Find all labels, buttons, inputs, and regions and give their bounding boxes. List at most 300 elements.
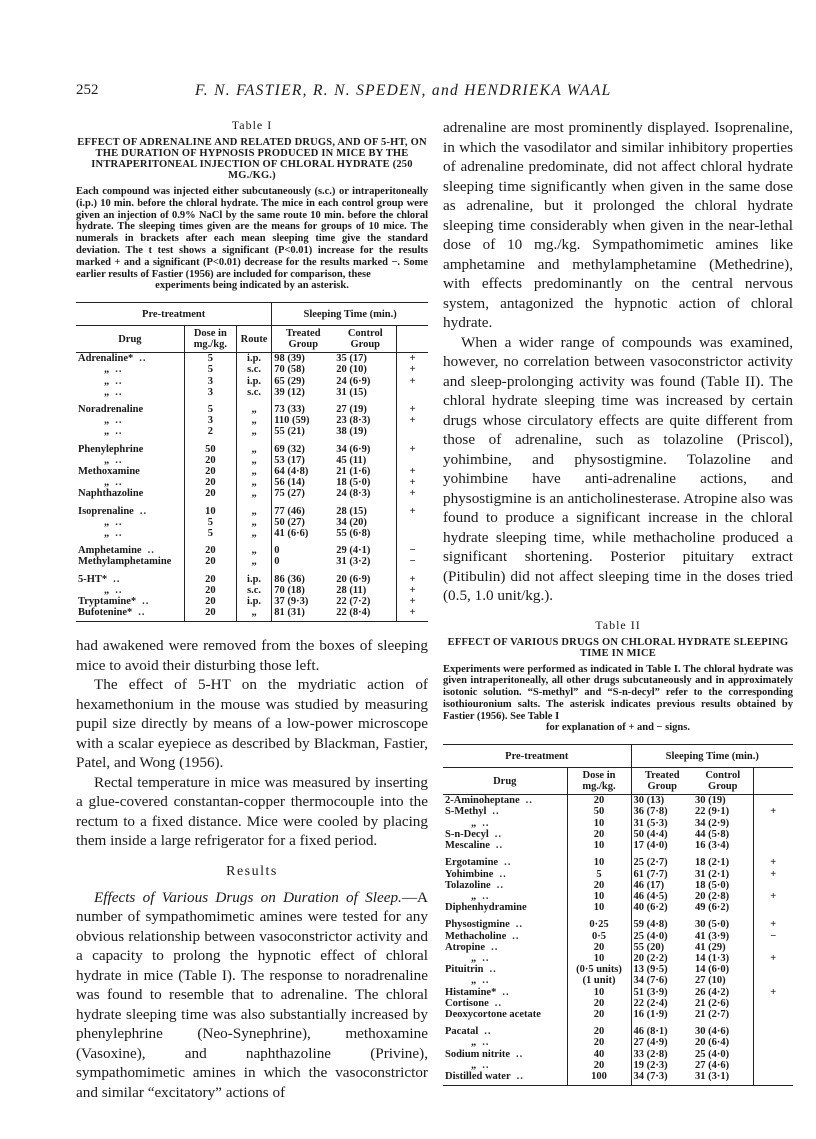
treated-cell: 34 (7·3) <box>631 1071 693 1086</box>
drug-cell <box>76 556 184 567</box>
drug-name: Deoxycortone acetate <box>445 1008 541 1020</box>
left-paragraph-4-text: —A number of sympathomimetic amines were tested for any obvious relationship between vasoconstrictor activity and a capacity to prolong the hypnotic effect of chloral hydrate in mice (Table I). The response to noradrenaline was found to resemble that to adrenaline. The chloral hydrate sleeping time was also substantially increased by phenylephrine (Neo-Synephrine), methoxamine (Vasoxine), and naphthazoline (Privine), sympathomimetic amines in which the vasoconstrictor and similar “excitatory” actions of <box>76 888 428 1101</box>
table-row <box>443 913 793 930</box>
drug-name: Ergotamine <box>445 857 499 869</box>
treated-cell: 30 (13) <box>633 795 665 807</box>
significance-cell: + <box>770 857 777 869</box>
dose-cell: 10 <box>184 500 236 517</box>
drug-name: Tryptamine* <box>78 596 137 608</box>
left-paragraph-3: Rectal temperature in mice was measured by inserting a glue-covered constantan-copper thermocouple into the rectum to a fixed distance. Mice were cooled by placing them inside a large refrigerator for a fixed period. <box>76 773 428 850</box>
treated-cell: 65 (29) <box>274 375 305 387</box>
table-row <box>76 426 428 437</box>
drug-name: „ <box>104 364 110 376</box>
leader-dots: .. <box>502 986 510 998</box>
table2-header-dose: Dose in mg./kg. <box>567 768 631 795</box>
control-cell: 27 (10) <box>693 975 753 986</box>
treated-cell: 34 (7·6) <box>633 975 668 987</box>
significance-cell: + <box>409 466 416 477</box>
leader-dots: .. <box>115 454 123 466</box>
drug-name: Isoprenaline <box>78 505 134 517</box>
drug-cell <box>443 829 567 840</box>
drug-cell <box>443 1009 567 1020</box>
table-row <box>443 806 793 817</box>
table-row <box>443 998 793 1009</box>
control-cell: 25 (4·0) <box>693 1049 753 1060</box>
route-cell: i.p. <box>236 568 271 585</box>
control-cell: 38 (19) <box>334 426 396 437</box>
dose-cell: 20 <box>184 585 236 596</box>
significance-cell <box>753 975 793 986</box>
treated-cell: 17 (4·0) <box>633 840 668 852</box>
control-cell: 24 (8·3) <box>334 488 396 499</box>
table2-header-control: Control Group <box>693 768 753 795</box>
drug-cell <box>443 953 567 964</box>
drug-cell <box>443 1020 567 1037</box>
dose-cell: 20 <box>567 880 631 891</box>
treated-cell: 86 (36) <box>274 573 305 585</box>
treated-cell: 40 (6·2) <box>633 902 668 914</box>
drug-cell <box>443 1071 567 1086</box>
table1-header-dose: Dose in mg./kg. <box>184 326 236 353</box>
drug-name: Tolazoline <box>445 879 491 891</box>
dose-cell: 5 <box>184 398 236 415</box>
table-row <box>76 415 428 426</box>
control-cell: 44 (5·8) <box>693 829 753 840</box>
treated-cell: 37 (9·3) <box>274 596 309 608</box>
dose-cell: 40 <box>567 1049 631 1060</box>
dose-cell: 5 <box>184 517 236 528</box>
page-number: 252 <box>76 82 99 98</box>
leader-dots: .. <box>115 516 123 528</box>
table-row <box>76 607 428 622</box>
table1-note-text: Each compound was injected either subcutaneously (s.c.) or intraperitoneally (i.p.) 10 min. before the chloral hydrate. The mice in each control group were given an injection of 0.9% NaCl by the same route 10 min. before the chloral hydrate. The sleeping times given are the means for groups of 10 mice. The numerals in brackets after each mean sleeping time give the standard deviation. The t test shows a significant (P<0.01) increase for the results marked + and a significant (P<0.01) decrease for the results marked −. Some earlier results of Fastier (1956) are included for comparison, these <box>76 186 428 280</box>
table1-header-route: Route <box>236 326 271 353</box>
control-cell: 20 (2·8) <box>693 891 753 902</box>
route-cell: „ <box>236 438 271 455</box>
table-row <box>443 840 793 851</box>
route-cell: „ <box>236 607 271 622</box>
significance-cell <box>753 795 793 807</box>
dose-cell: 10 <box>567 987 631 998</box>
drug-cell <box>443 1060 567 1071</box>
route-cell: „ <box>236 398 271 415</box>
table-row <box>443 1049 793 1060</box>
drug-name: Mescaline <box>445 840 490 852</box>
drug-name: Methacholine <box>445 930 507 942</box>
treated-cell: 25 (4·0) <box>633 930 668 942</box>
route-cell: „ <box>236 426 271 437</box>
table1-header-sleeping: Sleeping Time (min.) <box>272 303 428 326</box>
drug-cell <box>76 387 184 398</box>
leader-dots: .. <box>489 964 497 976</box>
control-cell: 22 (8·4) <box>334 607 396 622</box>
significance-cell: + <box>409 477 416 489</box>
treated-cell: 19 (2·3) <box>633 1059 668 1071</box>
right-paragraph-2: When a wider range of compounds was examined, however, no correlation between vasoconstrictor activity and sleep-prolonging activity was found (Table II). The chloral hydrate sleeping time was increased by certain drugs whose circulatory effects are quite different from those of adrenaline, such as tolazoline (Priscol), yohimbine, and physostigmine. Tolazoline and yohimbine have anti-adrenaline actions, and physostigmine is an anticholinesterase. Atropine also was found to produce a significant increase in the chloral hydrate sleeping time, while methacholine produced a significant shortening. Posterior pituitary extract (Pitibulin) did not affect sleeping time in the doses tried (0.5, 1.0 unit/kg.). <box>443 333 793 604</box>
control-cell: 26 (4·2) <box>693 987 753 998</box>
table-row <box>76 438 428 455</box>
table-row <box>443 1020 793 1037</box>
table2-caption: EFFECT OF VARIOUS DRUGS ON CHLORAL HYDRATE SLEEPING TIME IN MICE <box>447 636 789 659</box>
table1-note-last: experiments being indicated by an asterisk. <box>155 280 349 292</box>
significance-cell: − <box>409 556 416 568</box>
drug-cell <box>76 596 184 607</box>
treated-cell: 39 (12) <box>274 386 305 398</box>
control-cell: 27 (4·6) <box>693 1060 753 1071</box>
control-cell: 35 (17) <box>334 353 396 365</box>
dose-cell: 10 <box>567 902 631 913</box>
treated-cell: 81 (31) <box>272 607 334 622</box>
drug-cell <box>443 1037 567 1048</box>
dose-cell: 20 <box>184 556 236 567</box>
table1-note <box>76 186 428 292</box>
significance-cell <box>753 880 793 891</box>
treated-cell: 13 (9·5) <box>633 964 668 976</box>
dose-cell: 20 <box>184 488 236 499</box>
drug-cell <box>76 398 184 415</box>
table-row <box>76 376 428 387</box>
control-cell: 31 (3·1) <box>693 1071 753 1086</box>
drug-cell <box>443 913 567 930</box>
drug-name: Pituitrin <box>445 964 484 976</box>
control-cell: 18 (5·0) <box>334 477 396 488</box>
treated-cell: 53 (17) <box>274 454 305 466</box>
treated-cell: 46 (17) <box>633 879 665 891</box>
control-cell: 18 (5·0) <box>693 880 753 891</box>
treated-cell: 56 (14) <box>274 477 305 489</box>
table-row <box>76 488 428 499</box>
leader-dots: .. <box>115 415 123 427</box>
control-cell: 21 (2·7) <box>693 1009 753 1020</box>
table-row <box>76 585 428 596</box>
treated-cell: 0 <box>274 556 280 568</box>
drug-cell <box>443 880 567 891</box>
table1-caption: EFFECT OF ADRENALINE AND RELATED DRUGS, AND OF 5-HT, ON THE DURATION OF HYPNOSIS PRODUCED IN MICE BY THE INTRAPERITONEAL INJECTION OF CHLORAL HYDRATE (250 MG./KG.) <box>77 137 427 181</box>
drug-name: „ <box>104 415 110 427</box>
control-cell: 30 (5·0) <box>693 913 753 930</box>
control-cell: 18 (2·1) <box>693 851 753 868</box>
drug-name: „ <box>471 1059 477 1071</box>
drug-name: 2-Aminoheptane <box>445 795 520 807</box>
drug-cell <box>76 585 184 596</box>
drug-cell <box>443 931 567 942</box>
significance-cell: + <box>409 505 416 517</box>
drug-name: „ <box>104 528 110 540</box>
drug-name: Histamine* <box>445 986 497 998</box>
right-paragraph-1: adrenaline are most prominently displayed. Isoprenaline, in which the vasodilator and similar inhibitory properties of adrenaline predominate, did not affect chloral hydrate sleeping time significantly when given in the same dose as adrenaline, but it prolonged the chloral hydrate sleeping time considerably when given in the near-lethal dose of 10 mg./kg. Sympathomimetic amines like amphetamine and methylamphetamine (Methedrine), with effects predominantly on the central nervous system, antagonized the hypnotic action of chloral hydrate. <box>443 119 793 331</box>
leader-dots: .. <box>482 975 490 987</box>
treated-cell: 36 (7·8) <box>633 806 668 818</box>
leader-dots: .. <box>516 1070 524 1082</box>
leader-dots: .. <box>495 840 504 852</box>
drug-cell <box>443 987 567 998</box>
treated-cell: 69 (32) <box>274 443 305 455</box>
drug-cell <box>76 466 184 477</box>
control-cell: 34 (20) <box>334 517 396 528</box>
dose-cell: 20 <box>184 466 236 477</box>
leader-dots: .. <box>482 1059 490 1071</box>
dose-cell: 10 <box>567 818 631 829</box>
route-cell: „ <box>236 455 271 466</box>
table-row <box>443 942 793 953</box>
leader-dots: .. <box>482 817 490 829</box>
significance-cell: + <box>409 443 416 455</box>
significance-cell: + <box>770 890 777 902</box>
control-cell: 16 (3·4) <box>693 840 753 851</box>
drug-cell <box>443 851 567 868</box>
table2-header-sig <box>753 768 793 795</box>
leader-dots: .. <box>492 806 500 818</box>
route-cell: i.p. <box>236 376 271 387</box>
drug-name: Methylamphetamine <box>78 556 172 568</box>
leader-dots: .. <box>115 386 123 398</box>
drug-cell <box>76 364 184 375</box>
control-cell: 27 (19) <box>334 398 396 415</box>
table2-note-text: Experiments were performed as indicated in Table I. The chloral hydrate was given intraperitoneally, all other drugs subcutaneously and in approximately isotonic solution. “S-methyl” and “S-n-decyl” refer to the corresponding isothiouronium salts. The asterisk indicates previous results obtained by Fastier (1956). See Table I <box>443 663 793 722</box>
significance-cell <box>753 998 793 1009</box>
control-cell: 34 (2·9) <box>693 818 753 829</box>
control-cell: 14 (1·3) <box>693 953 753 964</box>
significance-cell: + <box>409 415 416 427</box>
control-cell: 20 (10) <box>334 364 396 375</box>
route-cell: i.p. <box>236 596 271 607</box>
table1 <box>76 302 428 622</box>
significance-cell: + <box>770 868 777 880</box>
significance-cell <box>753 1060 793 1071</box>
treated-cell: 20 (2·2) <box>633 952 668 964</box>
leader-dots: .. <box>515 919 524 931</box>
control-cell: 41 (3·9) <box>693 931 753 942</box>
dose-cell: (0·5 units) <box>567 964 631 975</box>
left-paragraph-4 <box>76 888 428 1103</box>
control-cell: 21 (1·6) <box>334 466 396 477</box>
drug-cell <box>76 438 184 455</box>
control-cell: 30 (19) <box>693 795 753 807</box>
control-cell: 34 (6·9) <box>334 438 396 455</box>
right-column <box>443 118 793 1086</box>
dose-cell: 20 <box>184 596 236 607</box>
significance-cell <box>753 1049 793 1060</box>
leader-dots: .. <box>115 426 123 438</box>
table1-label: Table I <box>231 118 273 132</box>
control-cell: 14 (6·0) <box>693 964 753 975</box>
drug-cell <box>443 975 567 986</box>
significance-cell <box>753 840 793 851</box>
treated-cell: 55 (20) <box>633 941 665 953</box>
table2-header-drug: Drug <box>443 768 567 795</box>
significance-cell <box>753 829 793 840</box>
table-row <box>443 891 793 902</box>
drug-cell <box>443 964 567 975</box>
drug-name: „ <box>104 386 110 398</box>
table2-header-sleeping: Sleeping Time (min.) <box>631 745 793 768</box>
significance-cell <box>753 1037 793 1048</box>
left-paragraph-1: had awakened were removed from the boxes of sleeping mice to avoid their disturbing those left. <box>76 637 428 674</box>
treated-cell: 41 (6·6) <box>274 528 309 540</box>
significance-cell <box>753 818 793 829</box>
treated-cell: 46 (8·1) <box>633 1026 668 1038</box>
dose-cell: 10 <box>567 840 631 851</box>
drug-name: S-n-Decyl <box>445 828 489 840</box>
left-column <box>76 118 428 1102</box>
results-heading: Results <box>226 863 278 879</box>
dose-cell: 3 <box>184 376 236 387</box>
leader-dots: .. <box>482 1037 490 1049</box>
drug-cell <box>76 477 184 488</box>
table1-header-drug: Drug <box>76 326 184 353</box>
treated-cell: 98 (39) <box>274 353 305 365</box>
treated-cell: 25 (2·7) <box>633 857 668 869</box>
table2-note <box>443 664 793 735</box>
dose-cell: 20 <box>184 607 236 622</box>
dose-cell: 100 <box>567 1071 631 1086</box>
drug-name: 5-HT* <box>78 573 108 585</box>
dose-cell: 10 <box>567 851 631 868</box>
drug-name: Adrenaline* <box>78 353 134 365</box>
control-cell: 31 (3·2) <box>334 556 396 567</box>
control-cell: 49 (6·2) <box>693 902 753 913</box>
drug-cell <box>443 818 567 829</box>
control-cell: 24 (6·9) <box>334 376 396 387</box>
drug-name: Atropine <box>445 941 486 953</box>
drug-name: „ <box>104 584 110 596</box>
drug-cell <box>443 902 567 913</box>
drug-cell <box>76 415 184 426</box>
treated-cell: 50 (27) <box>274 516 305 528</box>
route-cell: „ <box>236 528 271 539</box>
table-row <box>76 353 428 365</box>
leader-dots: .. <box>139 353 147 365</box>
dose-cell: 20 <box>184 477 236 488</box>
drug-name: „ <box>471 1037 477 1049</box>
control-cell: 22 (9·1) <box>693 806 753 817</box>
treated-cell: 75 (27) <box>274 488 305 500</box>
treated-cell: 31 (5·3) <box>633 817 668 829</box>
control-cell: 41 (29) <box>693 942 753 953</box>
table-row <box>76 556 428 567</box>
dose-cell: 20 <box>567 1009 631 1020</box>
drug-name: „ <box>471 952 477 964</box>
table-row <box>443 829 793 840</box>
route-cell: „ <box>236 477 271 488</box>
dose-cell: (1 unit) <box>567 975 631 986</box>
treated-cell: 70 (58) <box>274 364 305 376</box>
route-cell: „ <box>236 556 271 567</box>
significance-cell: + <box>409 375 416 387</box>
leader-dots: .. <box>147 545 155 557</box>
drug-cell <box>443 806 567 817</box>
table-row <box>443 987 793 998</box>
table-row <box>76 364 428 375</box>
drug-cell <box>76 568 184 585</box>
drug-name: „ <box>471 890 477 902</box>
treated-cell: 55 (21) <box>274 426 305 438</box>
significance-cell: + <box>770 986 777 998</box>
dose-cell: 20 <box>567 829 631 840</box>
table-row <box>443 953 793 964</box>
treated-cell: 70 (18) <box>274 584 305 596</box>
treated-cell: 73 (33) <box>274 403 305 415</box>
significance-cell <box>753 1071 793 1086</box>
drug-cell <box>76 488 184 499</box>
dose-cell: 2 <box>184 426 236 437</box>
dose-cell: 5 <box>184 353 236 365</box>
table2-note-last: for explanation of + and − signs. <box>546 722 690 734</box>
drug-cell <box>443 795 567 807</box>
dose-cell: 0·25 <box>567 913 631 930</box>
drug-name: Sodium nitrite <box>445 1048 511 1060</box>
drug-cell <box>443 840 567 851</box>
control-cell: 29 (4·1) <box>334 539 396 556</box>
table-row <box>76 539 428 556</box>
control-cell: 28 (15) <box>334 500 396 517</box>
table-row <box>76 528 428 539</box>
running-head: F. N. FASTIER, R. N. SPEDEN, and HENDRIEKA WAAL <box>195 82 612 99</box>
drug-name: Pacatal <box>445 1026 479 1038</box>
leader-dots: .. <box>139 505 148 517</box>
drug-name: Physostigmine <box>445 919 510 931</box>
treated-cell: 22 (2·4) <box>633 997 668 1009</box>
table1-header-pretreatment: Pre-treatment <box>76 303 272 326</box>
treated-cell: 46 (4·5) <box>633 890 668 902</box>
significance-cell <box>397 426 428 437</box>
table-row <box>443 1071 793 1086</box>
table-row <box>76 455 428 466</box>
table-row <box>76 398 428 415</box>
significance-cell <box>397 528 428 539</box>
significance-cell <box>397 387 428 398</box>
drug-name: Diphenhydramine <box>445 902 527 914</box>
control-cell: 30 (4·6) <box>693 1020 753 1037</box>
leader-dots: .. <box>491 941 499 953</box>
leader-dots: .. <box>504 857 512 869</box>
table-row <box>76 466 428 477</box>
drug-cell <box>76 353 184 365</box>
route-cell: „ <box>236 415 271 426</box>
dose-cell: 20 <box>567 1037 631 1048</box>
table-row <box>443 880 793 891</box>
significance-cell <box>753 1009 793 1020</box>
table-row <box>443 818 793 829</box>
route-cell: „ <box>236 500 271 517</box>
drug-cell <box>76 500 184 517</box>
control-cell: 22 (7·2) <box>334 596 396 607</box>
drug-name: „ <box>104 454 110 466</box>
table-row <box>443 1060 793 1071</box>
drug-name: Methoxamine <box>78 466 140 477</box>
drug-cell <box>443 869 567 880</box>
route-cell: „ <box>236 488 271 499</box>
leader-dots: .. <box>142 596 150 608</box>
table-row <box>76 568 428 585</box>
significance-cell <box>397 517 428 528</box>
dose-cell: 20 <box>567 998 631 1009</box>
table2-body <box>443 795 793 1086</box>
significance-cell <box>753 1020 793 1037</box>
drug-name: Noradrenaline <box>78 403 144 415</box>
table-row <box>76 387 428 398</box>
significance-cell: + <box>770 806 777 818</box>
drug-name: Distilled water <box>445 1070 511 1082</box>
dose-cell: 50 <box>184 438 236 455</box>
control-cell: 31 (2·1) <box>693 869 753 880</box>
leader-dots: .. <box>482 952 490 964</box>
significance-cell: + <box>409 364 416 376</box>
significance-cell: + <box>409 488 416 500</box>
table-row <box>76 596 428 607</box>
significance-cell: + <box>409 573 416 585</box>
drug-name: Phenylephrine <box>78 443 144 455</box>
